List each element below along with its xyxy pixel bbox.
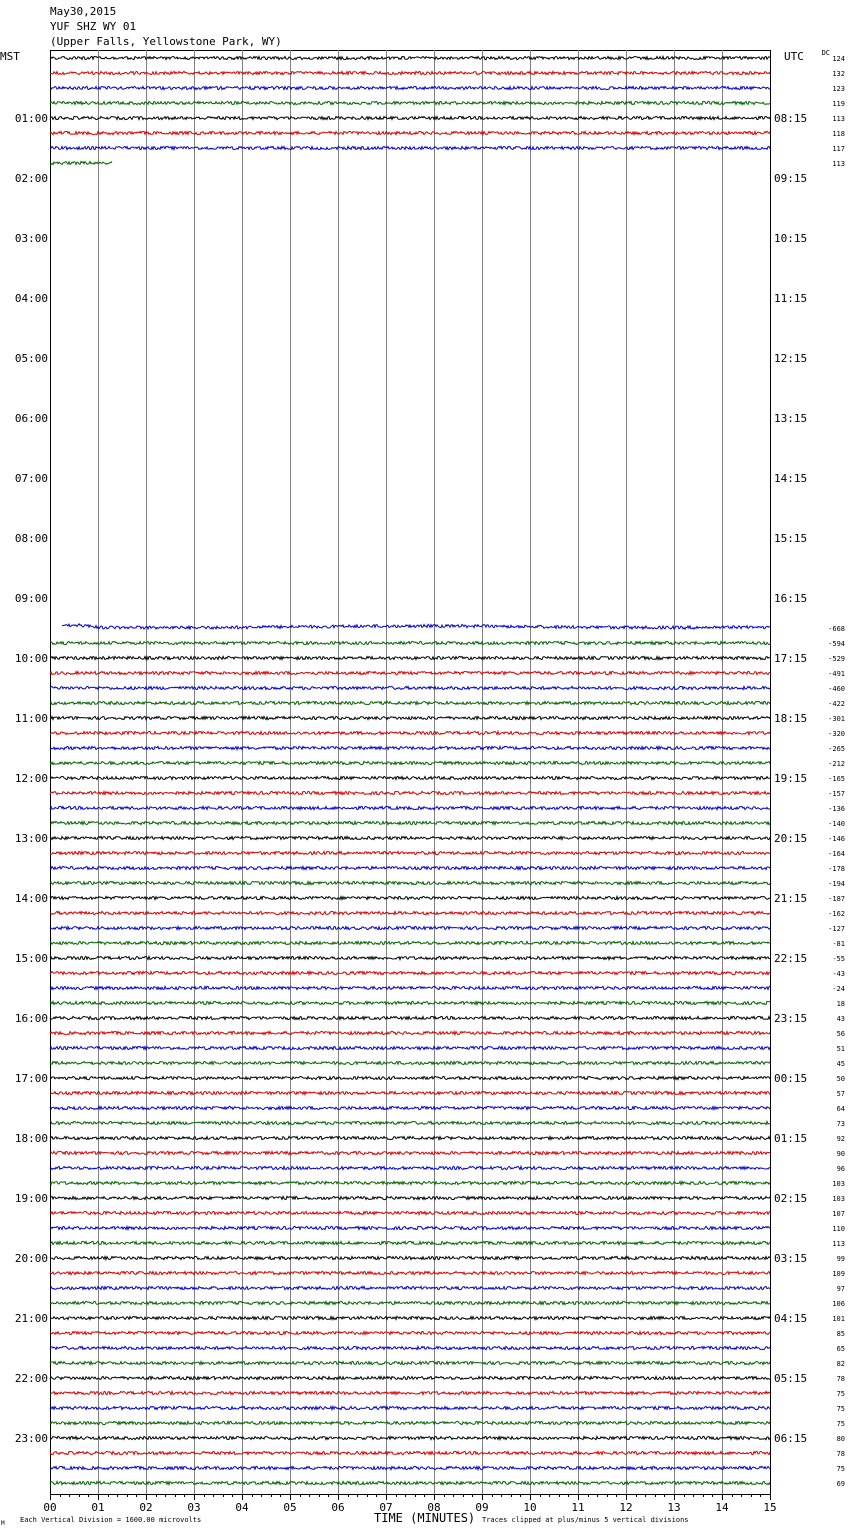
- trace-line: [50, 162, 112, 165]
- dc-offset-label: 69: [836, 1480, 845, 1488]
- station-code: YUF SHZ WY 01: [50, 20, 137, 33]
- trace-line: [50, 116, 770, 119]
- mst-hour-label: 15:00: [14, 952, 48, 965]
- dc-offset-label: 51: [836, 1045, 845, 1053]
- mst-hour-label: 10:00: [14, 652, 48, 665]
- trace-line: [50, 776, 770, 779]
- trace-line: [50, 926, 770, 929]
- trace-line: [50, 1361, 770, 1364]
- mst-hour-label: 11:00: [14, 712, 48, 725]
- utc-hour-label: 05:15: [774, 1372, 808, 1385]
- trace-line: [50, 1346, 770, 1349]
- dc-offset-label: 103: [832, 1195, 845, 1203]
- dc-offset-label: 96: [836, 1165, 845, 1173]
- trace-line: [50, 1466, 770, 1469]
- trace-line: [50, 971, 770, 974]
- trace-line: [50, 1136, 770, 1139]
- dc-offset-label: 45: [836, 1060, 845, 1068]
- utc-hour-label: 15:15: [774, 532, 808, 545]
- dc-offset-label: 107: [832, 1210, 845, 1218]
- dc-offset-label: 43: [836, 1015, 845, 1023]
- dc-offset-label: 80: [836, 1435, 845, 1443]
- trace-line: [50, 1196, 770, 1199]
- dc-offset-label: 82: [836, 1360, 845, 1368]
- dc-offset-label: -668: [828, 625, 845, 633]
- utc-hour-label: 14:15: [774, 472, 808, 485]
- trace-line: [50, 1061, 770, 1064]
- dc-offset-label: 85: [836, 1330, 845, 1338]
- x-tick-label: 12: [619, 1501, 633, 1514]
- mst-hour-label: 06:00: [14, 412, 48, 425]
- trace-line: [50, 56, 770, 59]
- trace-line: [50, 641, 770, 644]
- x-tick-label: 08: [427, 1501, 441, 1514]
- mst-hour-label: 12:00: [14, 772, 48, 785]
- trace-line: [50, 896, 770, 899]
- dc-offset-label: -136: [828, 805, 845, 813]
- trace-line: [50, 1016, 770, 1019]
- dc-offset-label: 123: [832, 85, 845, 93]
- dc-offset-label: -127: [828, 925, 845, 933]
- utc-hour-label: 00:15: [774, 1072, 808, 1085]
- clip-note: Traces clipped at plus/minus 5 vertical divisions: [482, 1516, 689, 1524]
- trace-line: [50, 1421, 770, 1424]
- trace-line: [50, 1406, 770, 1409]
- dc-offset-label: 75: [836, 1405, 845, 1413]
- x-tick-label: 01: [91, 1501, 105, 1514]
- dc-offset-label: 117: [832, 145, 845, 153]
- mst-hour-label: 16:00: [14, 1012, 48, 1025]
- trace-line: [50, 1391, 770, 1394]
- dc-offset-label: 90: [836, 1150, 845, 1158]
- x-axis-title: TIME (MINUTES): [374, 1511, 476, 1525]
- utc-hour-label: 10:15: [774, 232, 808, 245]
- utc-hour-label: 18:15: [774, 712, 808, 725]
- dc-offset-label: -194: [828, 880, 845, 888]
- trace-line: [50, 1166, 770, 1169]
- trace-line: [50, 1181, 770, 1184]
- mst-hour-label: 09:00: [14, 592, 48, 605]
- trace-line: [50, 731, 770, 734]
- dc-offset-label: 92: [836, 1135, 845, 1143]
- trace-line: [50, 986, 770, 989]
- x-tick-label: 04: [235, 1501, 249, 1514]
- trace-line: [50, 911, 770, 914]
- utc-hour-label: 12:15: [774, 352, 808, 365]
- dc-offset-label: 64: [836, 1105, 845, 1113]
- trace-line: [50, 791, 770, 794]
- x-tick-label: 00: [43, 1501, 57, 1514]
- dc-offset-label: -301: [828, 715, 845, 723]
- dc-offset-label: -43: [832, 970, 845, 978]
- mst-hour-label: 22:00: [14, 1372, 48, 1385]
- trace-line: [50, 1331, 770, 1334]
- trace-line: [50, 1481, 770, 1484]
- mst-hour-label: 23:00: [14, 1432, 48, 1445]
- utc-hour-label: 20:15: [774, 832, 808, 845]
- dc-offset-label: -320: [828, 730, 845, 738]
- utc-hour-label: 06:15: [774, 1432, 808, 1445]
- x-tick-label: 14: [715, 1501, 729, 1514]
- utc-hour-label: 08:15: [774, 112, 808, 125]
- dc-offset-label: -187: [828, 895, 845, 903]
- trace-line: [50, 1076, 770, 1079]
- utc-hour-label: 09:15: [774, 172, 808, 185]
- dc-offset-label: 75: [836, 1465, 845, 1473]
- dc-offset-label: 132: [832, 70, 845, 78]
- x-tick-label: 13: [667, 1501, 681, 1514]
- trace-line: [50, 86, 770, 89]
- trace-line: [50, 101, 770, 104]
- dc-offset-label: 97: [836, 1285, 845, 1293]
- trace-line: [50, 131, 770, 134]
- mst-hour-label: 01:00: [14, 112, 48, 125]
- dc-offset-label: 109: [832, 1270, 845, 1278]
- left-timezone-label: MST: [0, 50, 20, 63]
- dc-offset-label: 78: [836, 1450, 845, 1458]
- dc-offset-label: -165: [828, 775, 845, 783]
- x-tick-label: 09: [475, 1501, 489, 1514]
- dc-offset-label: -81: [832, 940, 845, 948]
- x-tick-label: 03: [187, 1501, 201, 1514]
- dc-offset-label: 118: [832, 130, 845, 138]
- x-tick-label: 10: [523, 1501, 537, 1514]
- x-tick-label: 15: [763, 1501, 777, 1514]
- dc-offset-label: 113: [832, 1240, 845, 1248]
- mst-hour-label: 17:00: [14, 1072, 48, 1085]
- utc-hour-label: 04:15: [774, 1312, 808, 1325]
- dc-offset-label: 75: [836, 1420, 845, 1428]
- trace-line: [50, 1271, 770, 1274]
- dc-offset-label: 113: [832, 160, 845, 168]
- utc-hour-label: 21:15: [774, 892, 808, 905]
- mst-hour-label: 08:00: [14, 532, 48, 545]
- trace-line: [50, 1451, 770, 1454]
- utc-hour-label: 13:15: [774, 412, 808, 425]
- trace-line: [50, 1301, 770, 1304]
- dc-offset-label: -491: [828, 670, 845, 678]
- trace-line: [50, 956, 770, 959]
- utc-hour-label: 22:15: [774, 952, 808, 965]
- trace-line: [50, 716, 770, 719]
- mst-hour-label: 03:00: [14, 232, 48, 245]
- trace-line: [50, 1256, 770, 1259]
- dc-offset-label: -164: [828, 850, 845, 858]
- trace-line: [62, 624, 770, 629]
- trace-line: [50, 1001, 770, 1004]
- dc-offset-label: -422: [828, 700, 845, 708]
- dc-label: DC: [821, 49, 830, 57]
- dc-offset-label: 56: [836, 1030, 845, 1038]
- utc-hour-label: 11:15: [774, 292, 808, 305]
- dc-offset-label: 110: [832, 1225, 845, 1233]
- dc-offset-label: 99: [836, 1255, 845, 1263]
- utc-hour-label: 19:15: [774, 772, 808, 785]
- x-tick-label: 06: [331, 1501, 345, 1514]
- trace-line: [50, 71, 770, 74]
- corner-mark: M: [1, 1520, 5, 1527]
- dc-offset-label: -146: [828, 835, 845, 843]
- trace-line: [50, 1241, 770, 1244]
- dc-offset-label: -594: [828, 640, 845, 648]
- dc-offset-label: 113: [832, 115, 845, 123]
- trace-line: [50, 656, 770, 659]
- trace-line: [50, 1151, 770, 1154]
- dc-offset-label: 119: [832, 100, 845, 108]
- dc-offset-label: 106: [832, 1300, 845, 1308]
- dc-offset-label: -24: [832, 985, 845, 993]
- utc-hour-label: 23:15: [774, 1012, 808, 1025]
- dc-offset-label: 73: [836, 1120, 845, 1128]
- plot-date: May30,2015: [50, 5, 117, 18]
- trace-line: [50, 701, 770, 704]
- dc-offset-label: 124: [832, 55, 845, 63]
- mst-hour-label: 18:00: [14, 1132, 48, 1145]
- trace-line: [50, 671, 770, 674]
- trace-line: [50, 1046, 770, 1049]
- trace-line: [50, 866, 770, 869]
- dc-offset-label: 65: [836, 1345, 845, 1353]
- x-tick-label: 02: [139, 1501, 153, 1514]
- trace-line: [50, 1121, 770, 1124]
- utc-hour-label: 16:15: [774, 592, 808, 605]
- dc-offset-label: 50: [836, 1075, 845, 1083]
- mst-hour-label: 02:00: [14, 172, 48, 185]
- trace-line: [50, 1286, 770, 1289]
- trace-line: [50, 686, 770, 689]
- trace-line: [50, 941, 770, 944]
- trace-line: [50, 821, 770, 824]
- dc-offset-label: -157: [828, 790, 845, 798]
- x-tick-label: 05: [283, 1501, 297, 1514]
- trace-line: [50, 1316, 770, 1319]
- mst-hour-label: 07:00: [14, 472, 48, 485]
- station-location: (Upper Falls, Yellowstone Park, WY): [50, 35, 282, 48]
- dc-offset-label: 101: [832, 1315, 845, 1323]
- dc-offset-label: 75: [836, 1390, 845, 1398]
- mst-hour-label: 04:00: [14, 292, 48, 305]
- dc-offset-label: -529: [828, 655, 845, 663]
- dc-offset-label: 103: [832, 1180, 845, 1188]
- dc-offset-label: 57: [836, 1090, 845, 1098]
- trace-line: [50, 1226, 770, 1229]
- mst-hour-label: 05:00: [14, 352, 48, 365]
- dc-offset-label: -212: [828, 760, 845, 768]
- x-tick-label: 11: [571, 1501, 585, 1514]
- mst-hour-label: 19:00: [14, 1192, 48, 1205]
- mst-hour-label: 21:00: [14, 1312, 48, 1325]
- trace-line: [50, 1091, 770, 1094]
- trace-line: [50, 1031, 770, 1034]
- dc-offset-label: 78: [836, 1375, 845, 1383]
- trace-line: [50, 851, 770, 854]
- utc-hour-label: 03:15: [774, 1252, 808, 1265]
- dc-offset-label: -460: [828, 685, 845, 693]
- plot-frame: [51, 51, 771, 1495]
- utc-hour-label: 01:15: [774, 1132, 808, 1145]
- x-tick-label: 07: [379, 1501, 393, 1514]
- dc-offset-label: -55: [832, 955, 845, 963]
- trace-line: [50, 881, 770, 884]
- mst-hour-label: 20:00: [14, 1252, 48, 1265]
- dc-offset-label: 18: [836, 1000, 845, 1008]
- dc-offset-label: -140: [828, 820, 845, 828]
- trace-line: [50, 761, 770, 764]
- utc-hour-label: 02:15: [774, 1192, 808, 1205]
- trace-line: [50, 1436, 770, 1439]
- trace-line: [50, 746, 770, 749]
- trace-line: [50, 1211, 770, 1214]
- trace-line: [50, 806, 770, 809]
- dc-offset-label: -178: [828, 865, 845, 873]
- trace-line: [50, 836, 770, 839]
- right-timezone-label: UTC: [784, 50, 804, 63]
- dc-offset-label: -265: [828, 745, 845, 753]
- mst-hour-label: 13:00: [14, 832, 48, 845]
- utc-hour-label: 17:15: [774, 652, 808, 665]
- trace-line: [50, 1376, 770, 1379]
- mst-hour-label: 14:00: [14, 892, 48, 905]
- dc-offset-label: -162: [828, 910, 845, 918]
- trace-line: [50, 146, 770, 149]
- trace-line: [50, 1106, 770, 1109]
- scale-note: Each Vertical Division = 1600.00 microvolts: [20, 1516, 202, 1524]
